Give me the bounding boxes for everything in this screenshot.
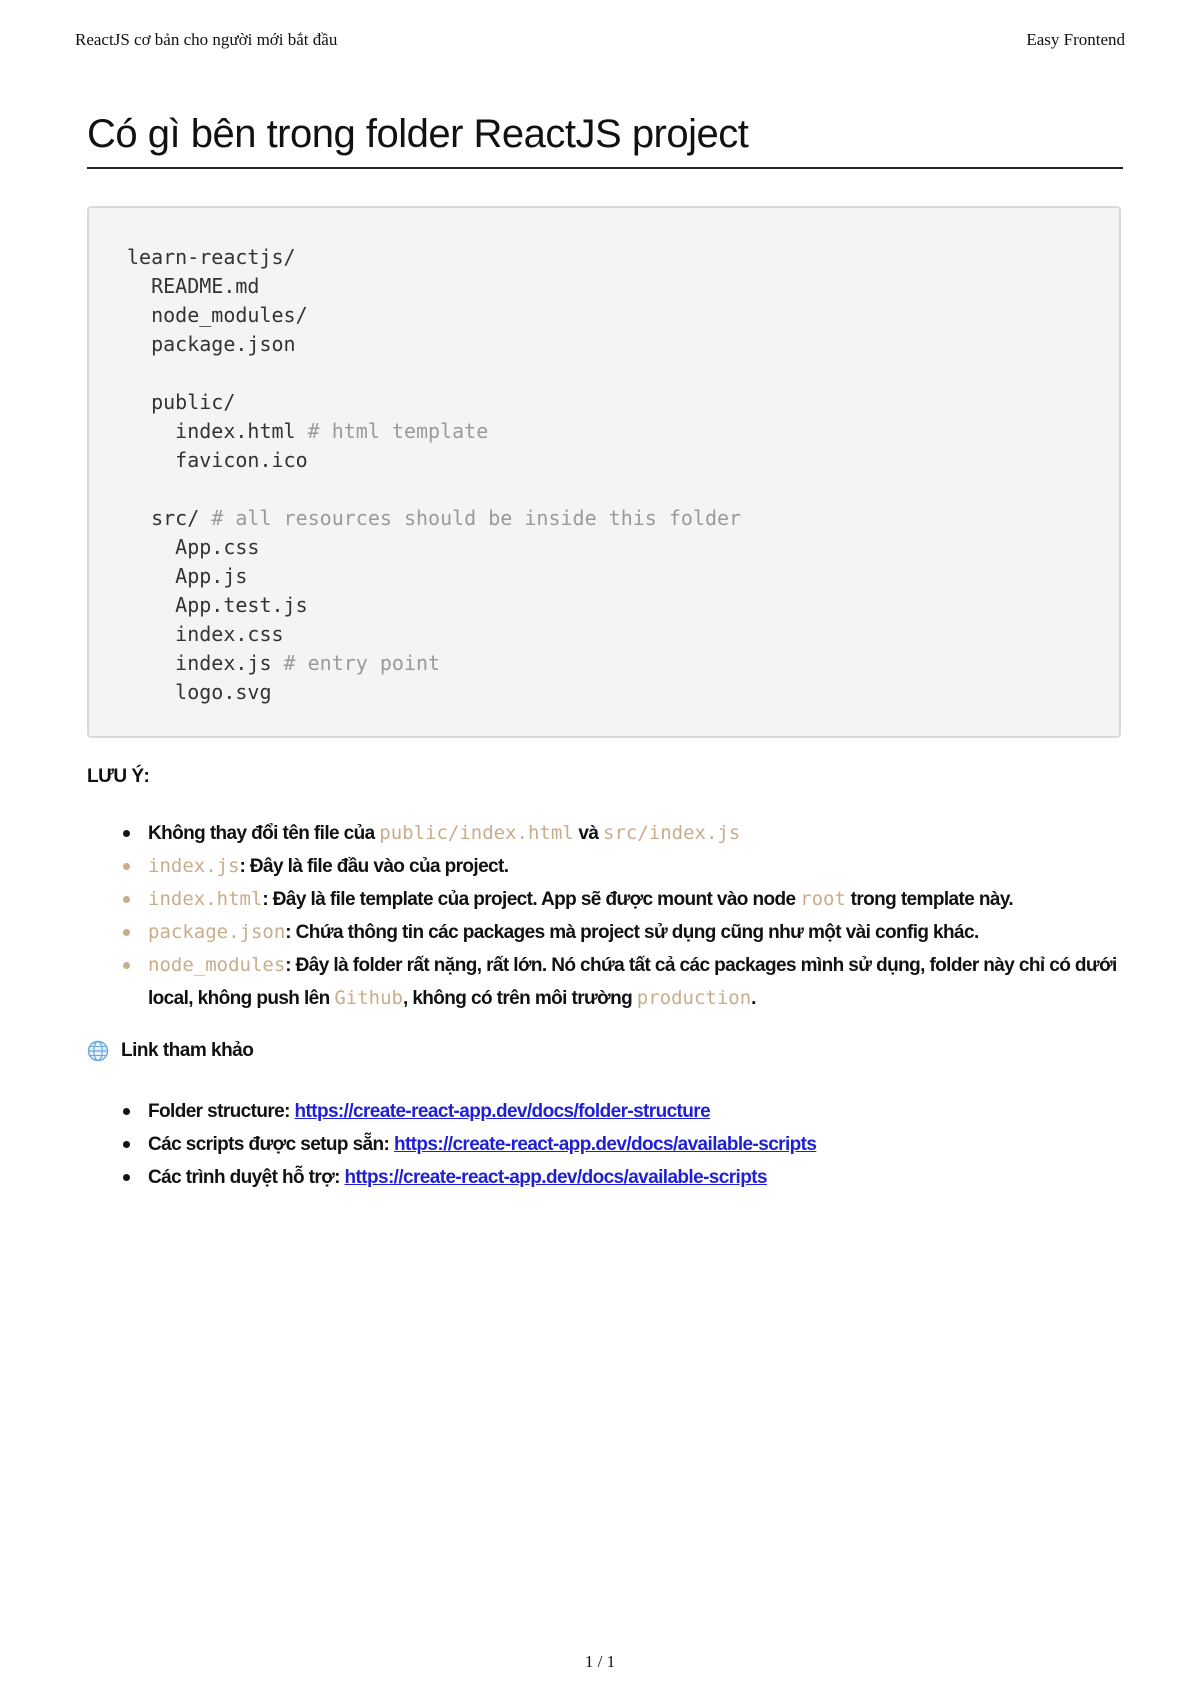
references-heading (87, 1040, 253, 1062)
code-line: App.css (127, 535, 260, 559)
note-label: LƯU Ý: (87, 766, 150, 787)
page-number: 1 / 1 (584, 1652, 616, 1671)
page-title: Có gì bên trong folder ReactJS project (87, 112, 1123, 169)
code-line: logo.svg (127, 680, 272, 704)
available-scripts-link[interactable]: https://create-react-app.dev/docs/available-scripts (393, 1134, 817, 1155)
inline-code: production (636, 987, 752, 1009)
globe-icon (87, 1040, 109, 1062)
note-item: index.js: Đây là file đầu vào của project. (87, 850, 1127, 883)
note-item: package.json: Chứa thông tin các packages mà project sử dụng cũng như một vài config khác. (87, 916, 1127, 949)
inline-code: root (800, 888, 846, 910)
note-item: index.html: Đây là file template của project. App sẽ được mount vào node root trong template này. (87, 883, 1127, 916)
inline-code: index.js (148, 855, 240, 877)
inline-code: Github (334, 987, 403, 1009)
code-line (127, 359, 1119, 388)
notes-list (87, 817, 1127, 1015)
code-line: public/ (127, 390, 236, 414)
note-item: Không thay đổi tên file của public/index.html và src/index.js (87, 817, 1127, 850)
code-line: learn-reactjs/ (127, 245, 296, 269)
code-line: index.js # entry point (127, 651, 441, 675)
references-list (87, 1095, 1127, 1194)
code-line: App.js (127, 564, 248, 588)
inline-code: src/index.js (603, 822, 741, 844)
code-line: node_modules/ (127, 303, 308, 327)
inline-code: index.html (148, 888, 263, 910)
inline-code: public/index.html (379, 822, 574, 844)
code-line: package.json (127, 332, 296, 356)
reference-item: Folder structure: https://create-react-app.dev/docs/folder-structure (87, 1095, 1127, 1128)
code-line: index.html # html template (127, 419, 489, 443)
inline-code: node_modules (148, 954, 286, 976)
code-line: src/ # all resources should be inside this folder (127, 506, 742, 530)
folder-structure-code-block (87, 206, 1121, 738)
folder-structure-link[interactable]: https://create-react-app.dev/docs/folder-structure (294, 1101, 711, 1122)
references-title: Link tham khảo (121, 1040, 254, 1061)
header-doc-title: ReactJS cơ bản cho người mới bắt đầu (75, 30, 338, 49)
code-line: App.test.js (127, 593, 308, 617)
reference-item: Các scripts được setup sẵn: https://create-react-app.dev/docs/available-scripts (87, 1128, 1127, 1161)
header-site-name: Easy Frontend (1026, 30, 1125, 49)
code-line: index.css (127, 622, 284, 646)
note-item: node_modules: Đây là folder rất nặng, rất lớn. Nó chứa tất cả các packages mình sử dụng, folder này chỉ có dưới local, không push lên Github, không có trên môi trường production. (87, 949, 1127, 1015)
running-header (75, 30, 1125, 50)
reference-item: Các trình duyệt hỗ trợ: https://create-react-app.dev/docs/available-scripts (87, 1161, 1127, 1194)
code-line: README.md (127, 274, 260, 298)
supported-browsers-link[interactable]: https://create-react-app.dev/docs/available-scripts (344, 1167, 767, 1188)
inline-code: package.json (148, 921, 286, 943)
code-line: favicon.ico (127, 448, 308, 472)
code-line (127, 475, 1119, 504)
